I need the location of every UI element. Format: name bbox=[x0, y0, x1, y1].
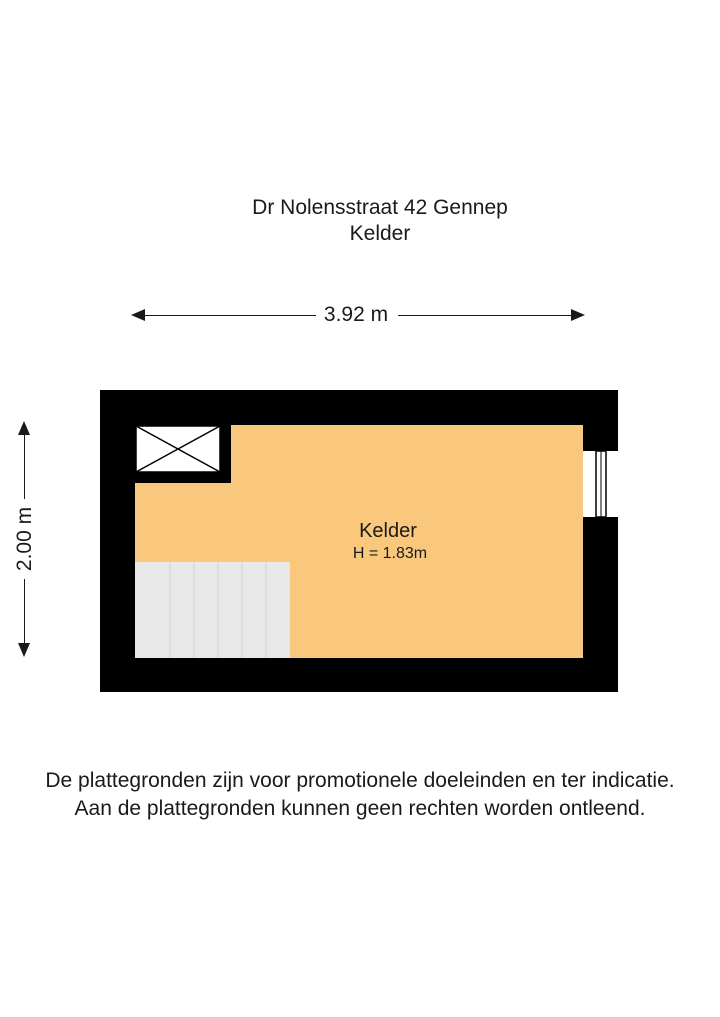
floor-title: Kelder bbox=[349, 222, 411, 245]
address-title: Dr Nolensstraat 42 Gennep bbox=[252, 196, 508, 219]
width-label: 3.92 m bbox=[316, 303, 396, 327]
stairs bbox=[135, 562, 290, 658]
depth-label: 2.00 m bbox=[13, 499, 37, 579]
room-height: H = 1.83m bbox=[352, 545, 428, 562]
disclaimer-line-1: De plattegronden zijn voor promotionele doeleinden en ter indicatie. bbox=[45, 769, 675, 792]
disclaimer-line-2: Aan de plattegronden kunnen geen rechten worden ontleend. bbox=[74, 797, 646, 820]
room-name: Kelder bbox=[359, 520, 417, 542]
